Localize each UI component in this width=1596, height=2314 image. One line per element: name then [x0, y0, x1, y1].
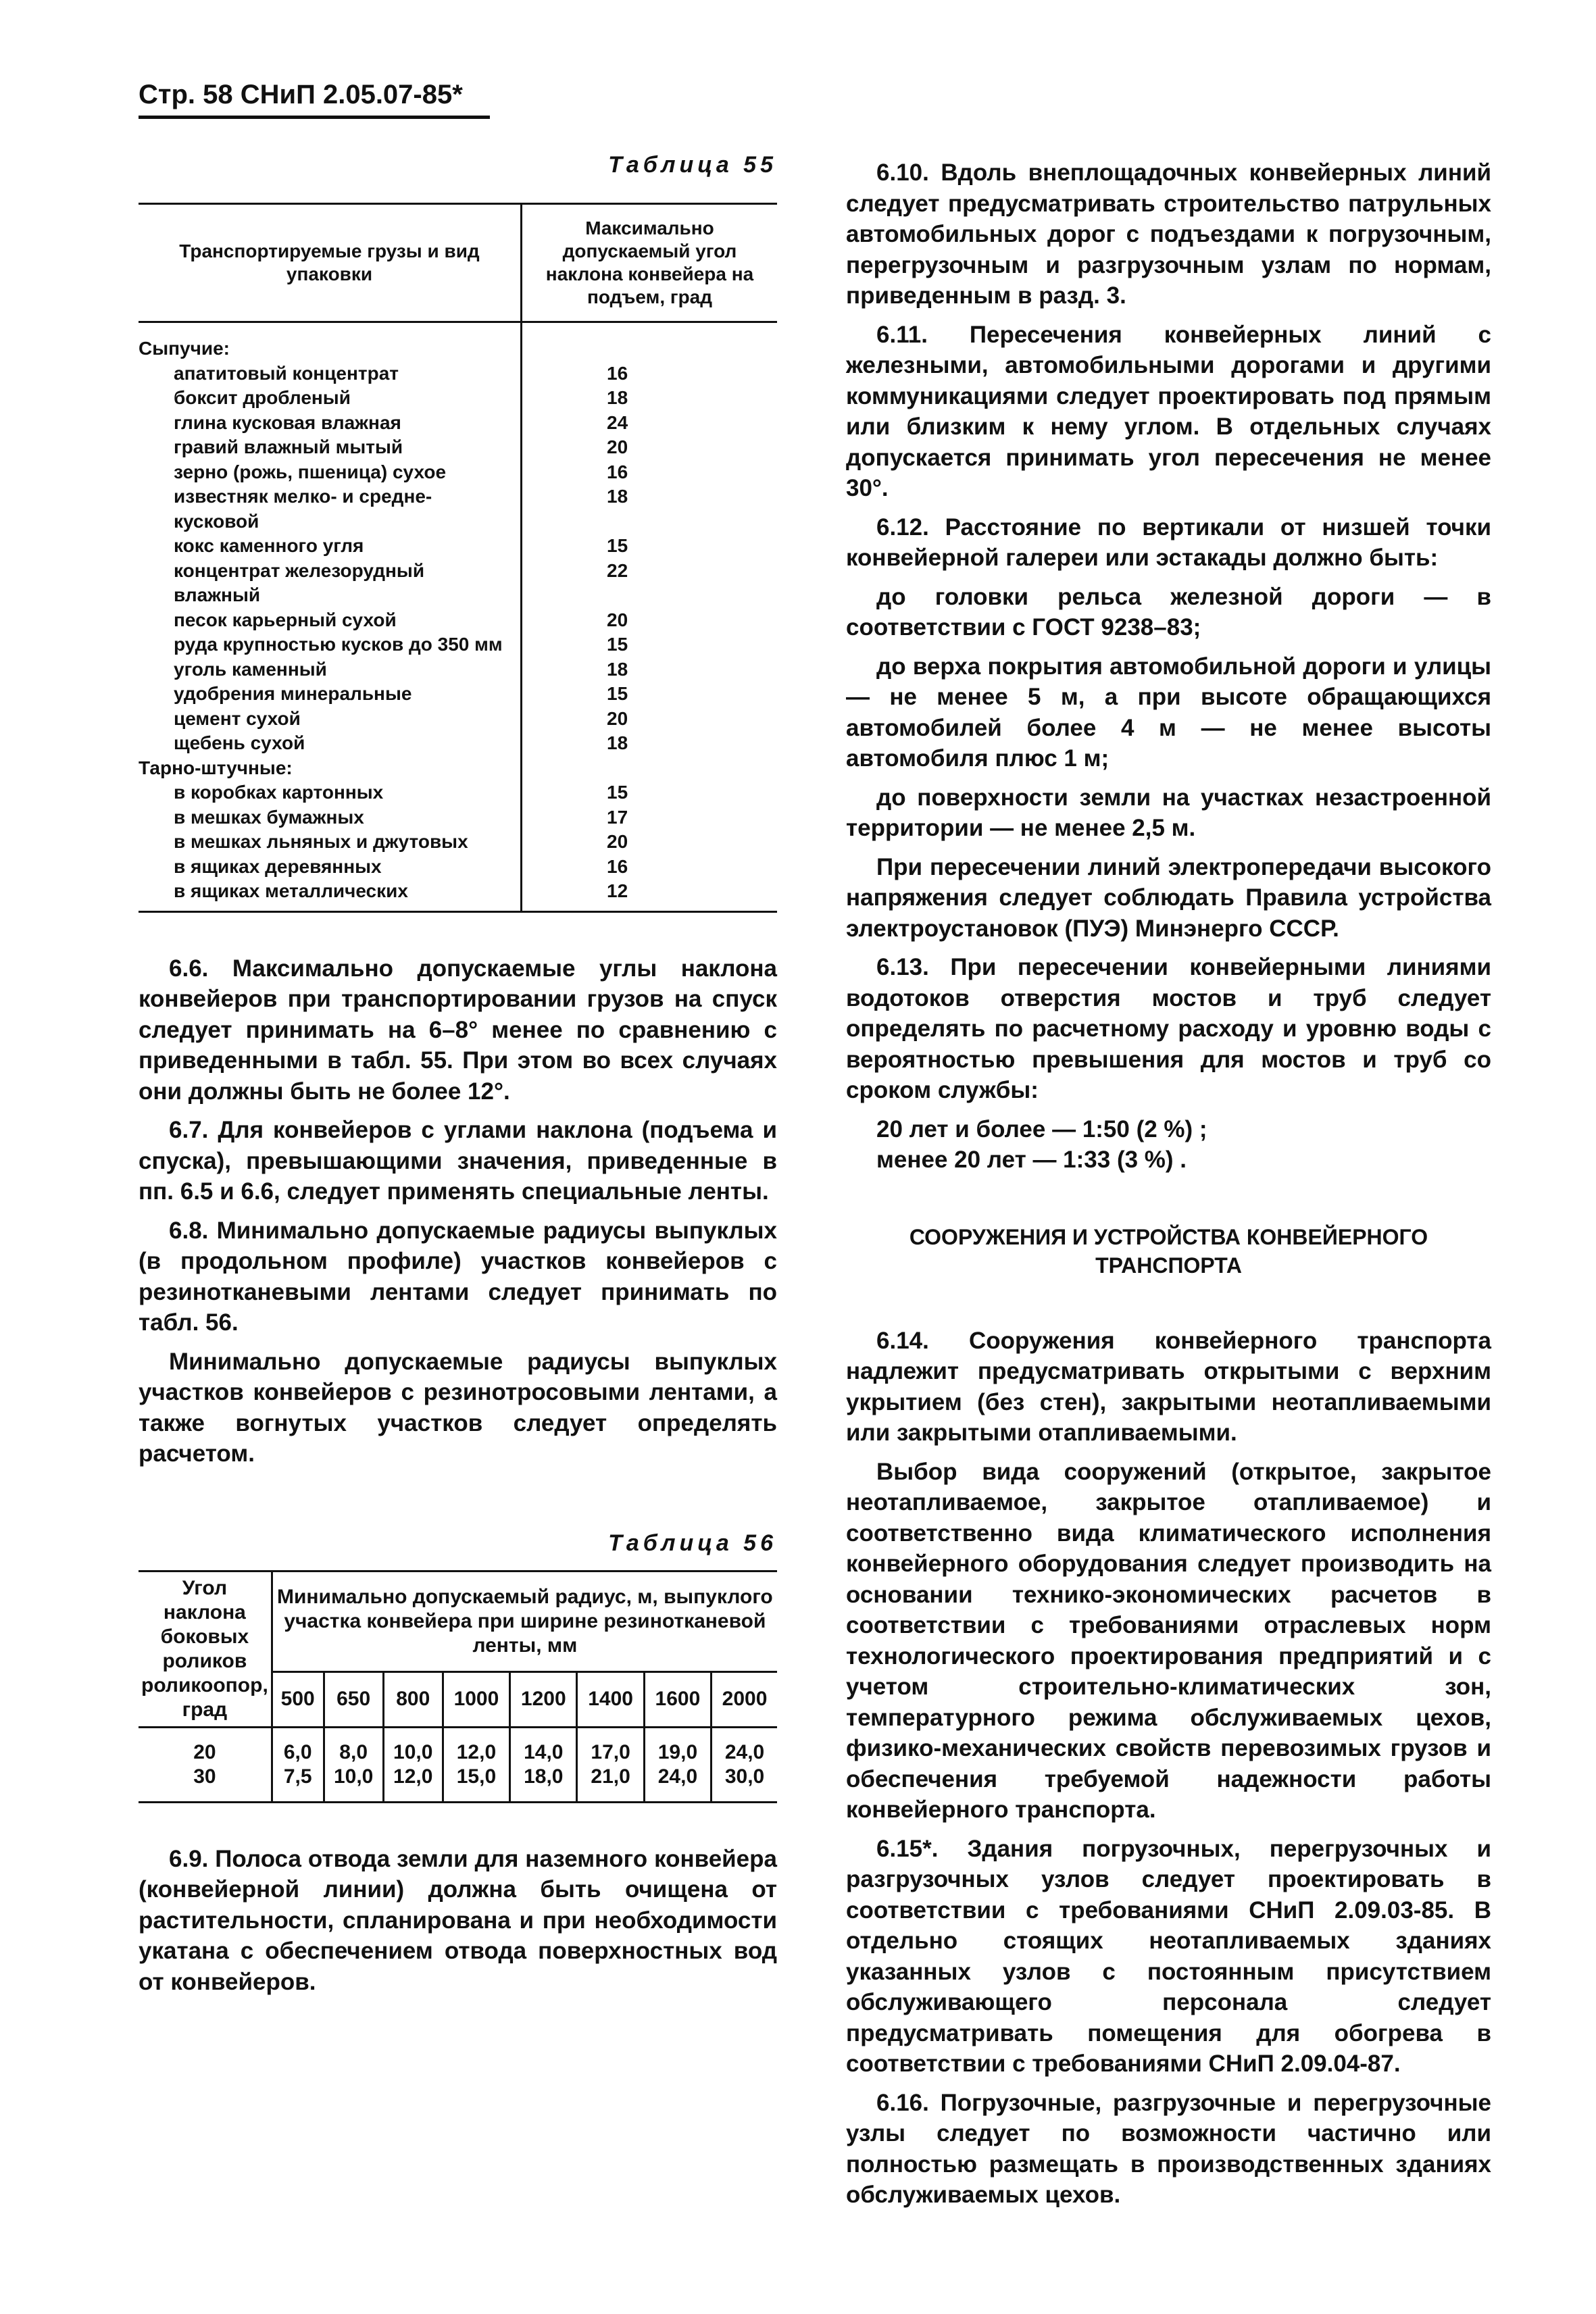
- right-column: [846, 152, 1491, 2211]
- table-55-angle-cell: 17: [607, 806, 628, 828]
- table-row: [139, 608, 777, 633]
- paragraph-6-8: 6.8. Минимально допускаемые радиусы выпуклых (в продольном профиле) участков конвейеров с резинотканевыми лентами следует принимать по табл. 56.: [139, 1217, 777, 1336]
- table-55-angle-cell: 20: [607, 436, 628, 457]
- table-55-angle-cell: 16: [607, 461, 628, 482]
- table-55-angle-cell: 16: [607, 855, 628, 877]
- table-row: [139, 879, 777, 911]
- page-header: Стр. 58 СНиП 2.05.07-85*: [139, 80, 490, 119]
- table-56-value: 12,0: [456, 1740, 497, 1763]
- table-56-value-cell: [383, 1727, 443, 1802]
- table-56-angle-cell: [139, 1727, 272, 1802]
- table-56-value-cell: [712, 1727, 777, 1802]
- table-55-cargo-cell: зерно (рожь, пшеница) сухое: [139, 460, 522, 485]
- table-row: [139, 484, 777, 534]
- table-55-angle-cell: 16: [607, 362, 628, 384]
- table-55-cargo-cell: апатитовый концентрат: [139, 361, 522, 386]
- table-55-caption: Таблица 55: [608, 152, 777, 178]
- table-56-value-cell: [510, 1727, 577, 1802]
- paragraph-6-11: 6.11. Пересечения конвейерных линий с железными, автомобильными дорогами и другими коммуникациями следует проектировать под прямым или близким к нему углом. В отдельных случаях допускается принимать угол пересечения не менее 30°.: [846, 321, 1491, 501]
- table-56-value: 12,0: [393, 1765, 433, 1788]
- paragraph-6-9: 6.9. Полоса отвода земли для наземного конвейера (конвейерной линии) должна быть очищена от растительности, спланирована и при необходимости укатана с обеспечением отвода поверхностных вод от конвейеров.: [139, 1845, 777, 1995]
- table-56-width-header: 1000: [443, 1672, 509, 1727]
- table-row-group: [139, 756, 777, 781]
- table-55-body: [139, 322, 777, 912]
- table-row: [139, 632, 777, 657]
- table-55-cargo-cell: кокс каменного угля: [139, 534, 522, 559]
- table-56-value: 14,0: [524, 1740, 564, 1763]
- table-55-cargo-cell: известняк мелко- и средне-кусковой: [139, 484, 522, 534]
- table-55-cargo-cell: в ящиках металлических: [139, 879, 522, 911]
- table-55-cargo-cell: глина кусковая влажная: [139, 411, 522, 436]
- table-row: [139, 731, 777, 756]
- table-55-angle-cell: 18: [607, 658, 628, 680]
- table-row: [139, 534, 777, 559]
- left-column: [139, 152, 777, 1997]
- table-row: [139, 386, 777, 411]
- paragraph-6-12-item-b: до верха покрытия автомобильной дороги и улицы — не менее 5 м, а при высоте обращающихся автомобилей более 4 м — не менее высоты автомобиля плюс 1 м;: [846, 653, 1491, 772]
- table-55-cargo-cell: цемент сухой: [139, 707, 522, 732]
- table-56-value: 17,0: [591, 1740, 630, 1763]
- table-56-body: [139, 1727, 777, 1802]
- table-row: [139, 855, 777, 880]
- table-56-width-header: 1600: [644, 1672, 711, 1727]
- table-56-header-radius: Минимально допускаемый радиус, м, выпуклого участка конвейера при ширине резинотканевой ленты, мм: [272, 1571, 777, 1672]
- table-row: [139, 805, 777, 830]
- table-55-cargo-cell: в мешках бумажных: [139, 805, 522, 830]
- table-56-angle-value: 30: [193, 1765, 216, 1788]
- table-56-angle-value: 20: [193, 1740, 216, 1763]
- table-55-cargo-cell: уголь каменный: [139, 657, 522, 682]
- table-55-angle-cell: 18: [607, 486, 628, 507]
- paragraph-6-15: 6.15*. Здания погрузочных, перегрузочных и разгрузочных узлов следует проектировать в соответствии с требованиями СНиП 2.09.03-85. В отдельно стоящих неотапливаемых зданиях указанных узлов с постоянным присутствием обслуживающего персонала следует предусматривать помещения для обогрева в соответствии с требованиями СНиП 2.09.04-87.: [846, 1835, 1491, 2077]
- paragraph-6-6: 6.6. Максимально допускаемые углы наклона конвейеров при транспортировании грузов на спуск следует принимать на 6–8° менее по сравнению с приведенными в табл. 55. При этом во всех случаях они должны быть не более 12°.: [139, 955, 777, 1105]
- table-55-angle-cell: 18: [607, 387, 628, 408]
- table-56-value: 30,0: [724, 1765, 765, 1788]
- table-56-value: 7,5: [283, 1765, 312, 1788]
- table-row: [139, 707, 777, 732]
- table-56-value: 8,0: [339, 1740, 368, 1763]
- paragraph-6-12-item-a: до головки рельса железной дороги — в соответствии с ГОСТ 9238–83;: [846, 583, 1491, 640]
- table-row: [139, 435, 777, 460]
- table-55-angle-cell: 15: [607, 535, 628, 556]
- table-row: [139, 780, 777, 805]
- table-row: [139, 682, 777, 707]
- table-55-cargo-cell: в коробках картонных: [139, 780, 522, 805]
- paragraph-6-12: 6.12. Расстояние по вертикали от низшей точки конвейерной галереи или эстакады должно быть:: [846, 513, 1491, 571]
- table-55-cargo-cell: в ящиках деревянных: [139, 855, 522, 880]
- table-55: [139, 203, 777, 913]
- table-row: [139, 657, 777, 682]
- table-row: [139, 361, 777, 386]
- table-56-width-header: 650: [324, 1672, 383, 1727]
- table-56-value: 10,0: [393, 1740, 433, 1763]
- table-56-width-header: 2000: [712, 1672, 777, 1727]
- paragraph-6-14-continued: Выбор вида сооружений (открытое, закрытое неотапливаемое, закрытое отапливаемое) и соответственно вида климатического исполнения конвейерного оборудования следует производить на основании технико-экономических расчетов в соответствии с требованиями отраслевых норм технологического проектирования предприятий и с учетом строительно-климатических зон, температурного режима обслуживаемых цехов, физико-механических свойств перевозимых грузов и обеспечения требуемой надежности работы конвейерного транспорта.: [846, 1458, 1491, 1823]
- table-row: [139, 411, 777, 436]
- paragraph-6-13-item-a: 20 лет и более — 1:50 (2 %) ;: [876, 1115, 1207, 1142]
- table-55-header-cargo: Транспортируемые грузы и вид упаковки: [139, 204, 522, 322]
- table-row: [139, 1727, 777, 1802]
- table-56-width-header: 1400: [577, 1672, 644, 1727]
- table-55-cargo-cell: боксит дробленый: [139, 386, 522, 411]
- table-56: [139, 1570, 777, 1803]
- table-55-group-label: Тарно-штучные:: [139, 756, 522, 781]
- table-56-value: 24,0: [657, 1765, 698, 1788]
- table-55-cargo-cell: песок карьерный сухой: [139, 608, 522, 633]
- table-55-cargo-cell: гравий влажный мытый: [139, 435, 522, 460]
- table-56-value-cell: [577, 1727, 644, 1802]
- table-56-value: 15,0: [456, 1765, 497, 1788]
- table-56-value-cell: [443, 1727, 509, 1802]
- table-row: [139, 460, 777, 485]
- table-cell: [522, 322, 778, 361]
- paragraph-6-14: 6.14. Сооружения конвейерного транспорта надлежит предусматривать открытыми с верхним укрытием (без стен), закрытыми неотапливаемыми или закрытыми отапливаемыми.: [846, 1327, 1491, 1446]
- table-55-angle-cell: 22: [607, 559, 628, 581]
- table-56-header-angle: Угол наклона боковых роликов роликоопор, град: [139, 1571, 272, 1727]
- paragraph-6-7: 6.7. Для конвейеров с углами наклона (подъема и спуска), превышающими значения, приведенные в пп. 6.5 и 6.6, следует применять специальные ленты.: [139, 1117, 777, 1205]
- table-56-width-header: 800: [383, 1672, 443, 1727]
- table-55-cargo-cell: удобрения минеральные: [139, 682, 522, 707]
- paragraph-6-8-continued: Минимально допускаемые радиусы выпуклых участков конвейеров с резинотросовыми лентами, а также вогнутых участков следует определять расчетом.: [139, 1348, 777, 1467]
- paragraph-6-16: 6.16. Погрузочные, разгрузочные и перегрузочные узлы следует по возможности частично или полностью размещать в производственных зданиях обслуживаемых цехов.: [846, 2089, 1491, 2208]
- paragraph-6-12-item-c: до поверхности земли на участках незастроенной территории — не менее 2,5 м.: [846, 784, 1491, 841]
- table-55-angle-cell: 15: [607, 683, 628, 704]
- table-row: [139, 559, 777, 608]
- paragraph-6-13: 6.13. При пересечении конвейерными линиями водотоков отверстия мостов и труб следует определять по расчетному расходу и уровню воды с вероятностью превышения для мостов и труб со сроком службы:: [846, 954, 1491, 1103]
- table-56-value: 6,0: [283, 1740, 312, 1763]
- table-55-cargo-cell: щебень сухой: [139, 731, 522, 756]
- table-56-value: 21,0: [591, 1765, 630, 1788]
- table-55-angle-cell: 18: [607, 732, 628, 753]
- table-cell: [522, 756, 778, 781]
- section-title: СООРУЖЕНИЯ И УСТРОЙСТВА КОНВЕЙЕРНОГО ТРАНСПОРТА: [909, 1224, 1428, 1278]
- table-56-caption: Таблица 56: [608, 1530, 777, 1556]
- table-55-angle-cell: 20: [607, 707, 628, 729]
- table-55-cargo-cell: в мешках льняных и джутовых: [139, 830, 522, 855]
- table-56-width-header: 1200: [510, 1672, 577, 1727]
- table-55-angle-cell: 15: [607, 634, 628, 655]
- table-55-angle-cell: 20: [607, 609, 628, 630]
- table-55-angle-cell: 15: [607, 782, 628, 803]
- paragraph-6-13-item-b: менее 20 лет — 1:33 (3 %) .: [876, 1147, 1187, 1173]
- table-56-width-header: 500: [272, 1672, 324, 1727]
- table-56-value: 10,0: [333, 1765, 374, 1788]
- table-55-angle-cell: 12: [522, 879, 778, 911]
- table-56-value-cell: [324, 1727, 383, 1802]
- table-56-value: 19,0: [657, 1740, 698, 1763]
- table-55-cargo-cell: руда крупностью кусков до 350 мм: [139, 632, 522, 657]
- table-56-value-cell: [272, 1727, 324, 1802]
- table-56-value-cell: [644, 1727, 711, 1802]
- table-56-value: 18,0: [524, 1765, 564, 1788]
- table-56-value: 24,0: [724, 1740, 765, 1763]
- table-row: [139, 830, 777, 855]
- table-55-header-angle: Максимально допускаемый угол наклона конвейера на подъем, град: [522, 204, 778, 322]
- table-55-angle-cell: 20: [607, 831, 628, 852]
- paragraph-6-12-power-lines: При пересечении линий электропередачи высокого напряжения следует соблюдать Правила устройства электроустановок (ПУЭ) Минэнерго СССР.: [846, 853, 1491, 942]
- table-row-group: [139, 322, 777, 361]
- paragraph-6-10: 6.10. Вдоль внеплощадочных конвейерных линий следует предусматривать строительство патрульных автомобильных дорог с подъездами к погрузочным, перегрузочным и разгрузочным узлам по нормам, приведенным в разд. 3.: [846, 159, 1491, 309]
- table-55-cargo-cell: концентрат железорудный влажный: [139, 559, 522, 608]
- table-55-angle-cell: 24: [607, 411, 628, 433]
- table-55-group-label: Сыпучие:: [139, 322, 522, 361]
